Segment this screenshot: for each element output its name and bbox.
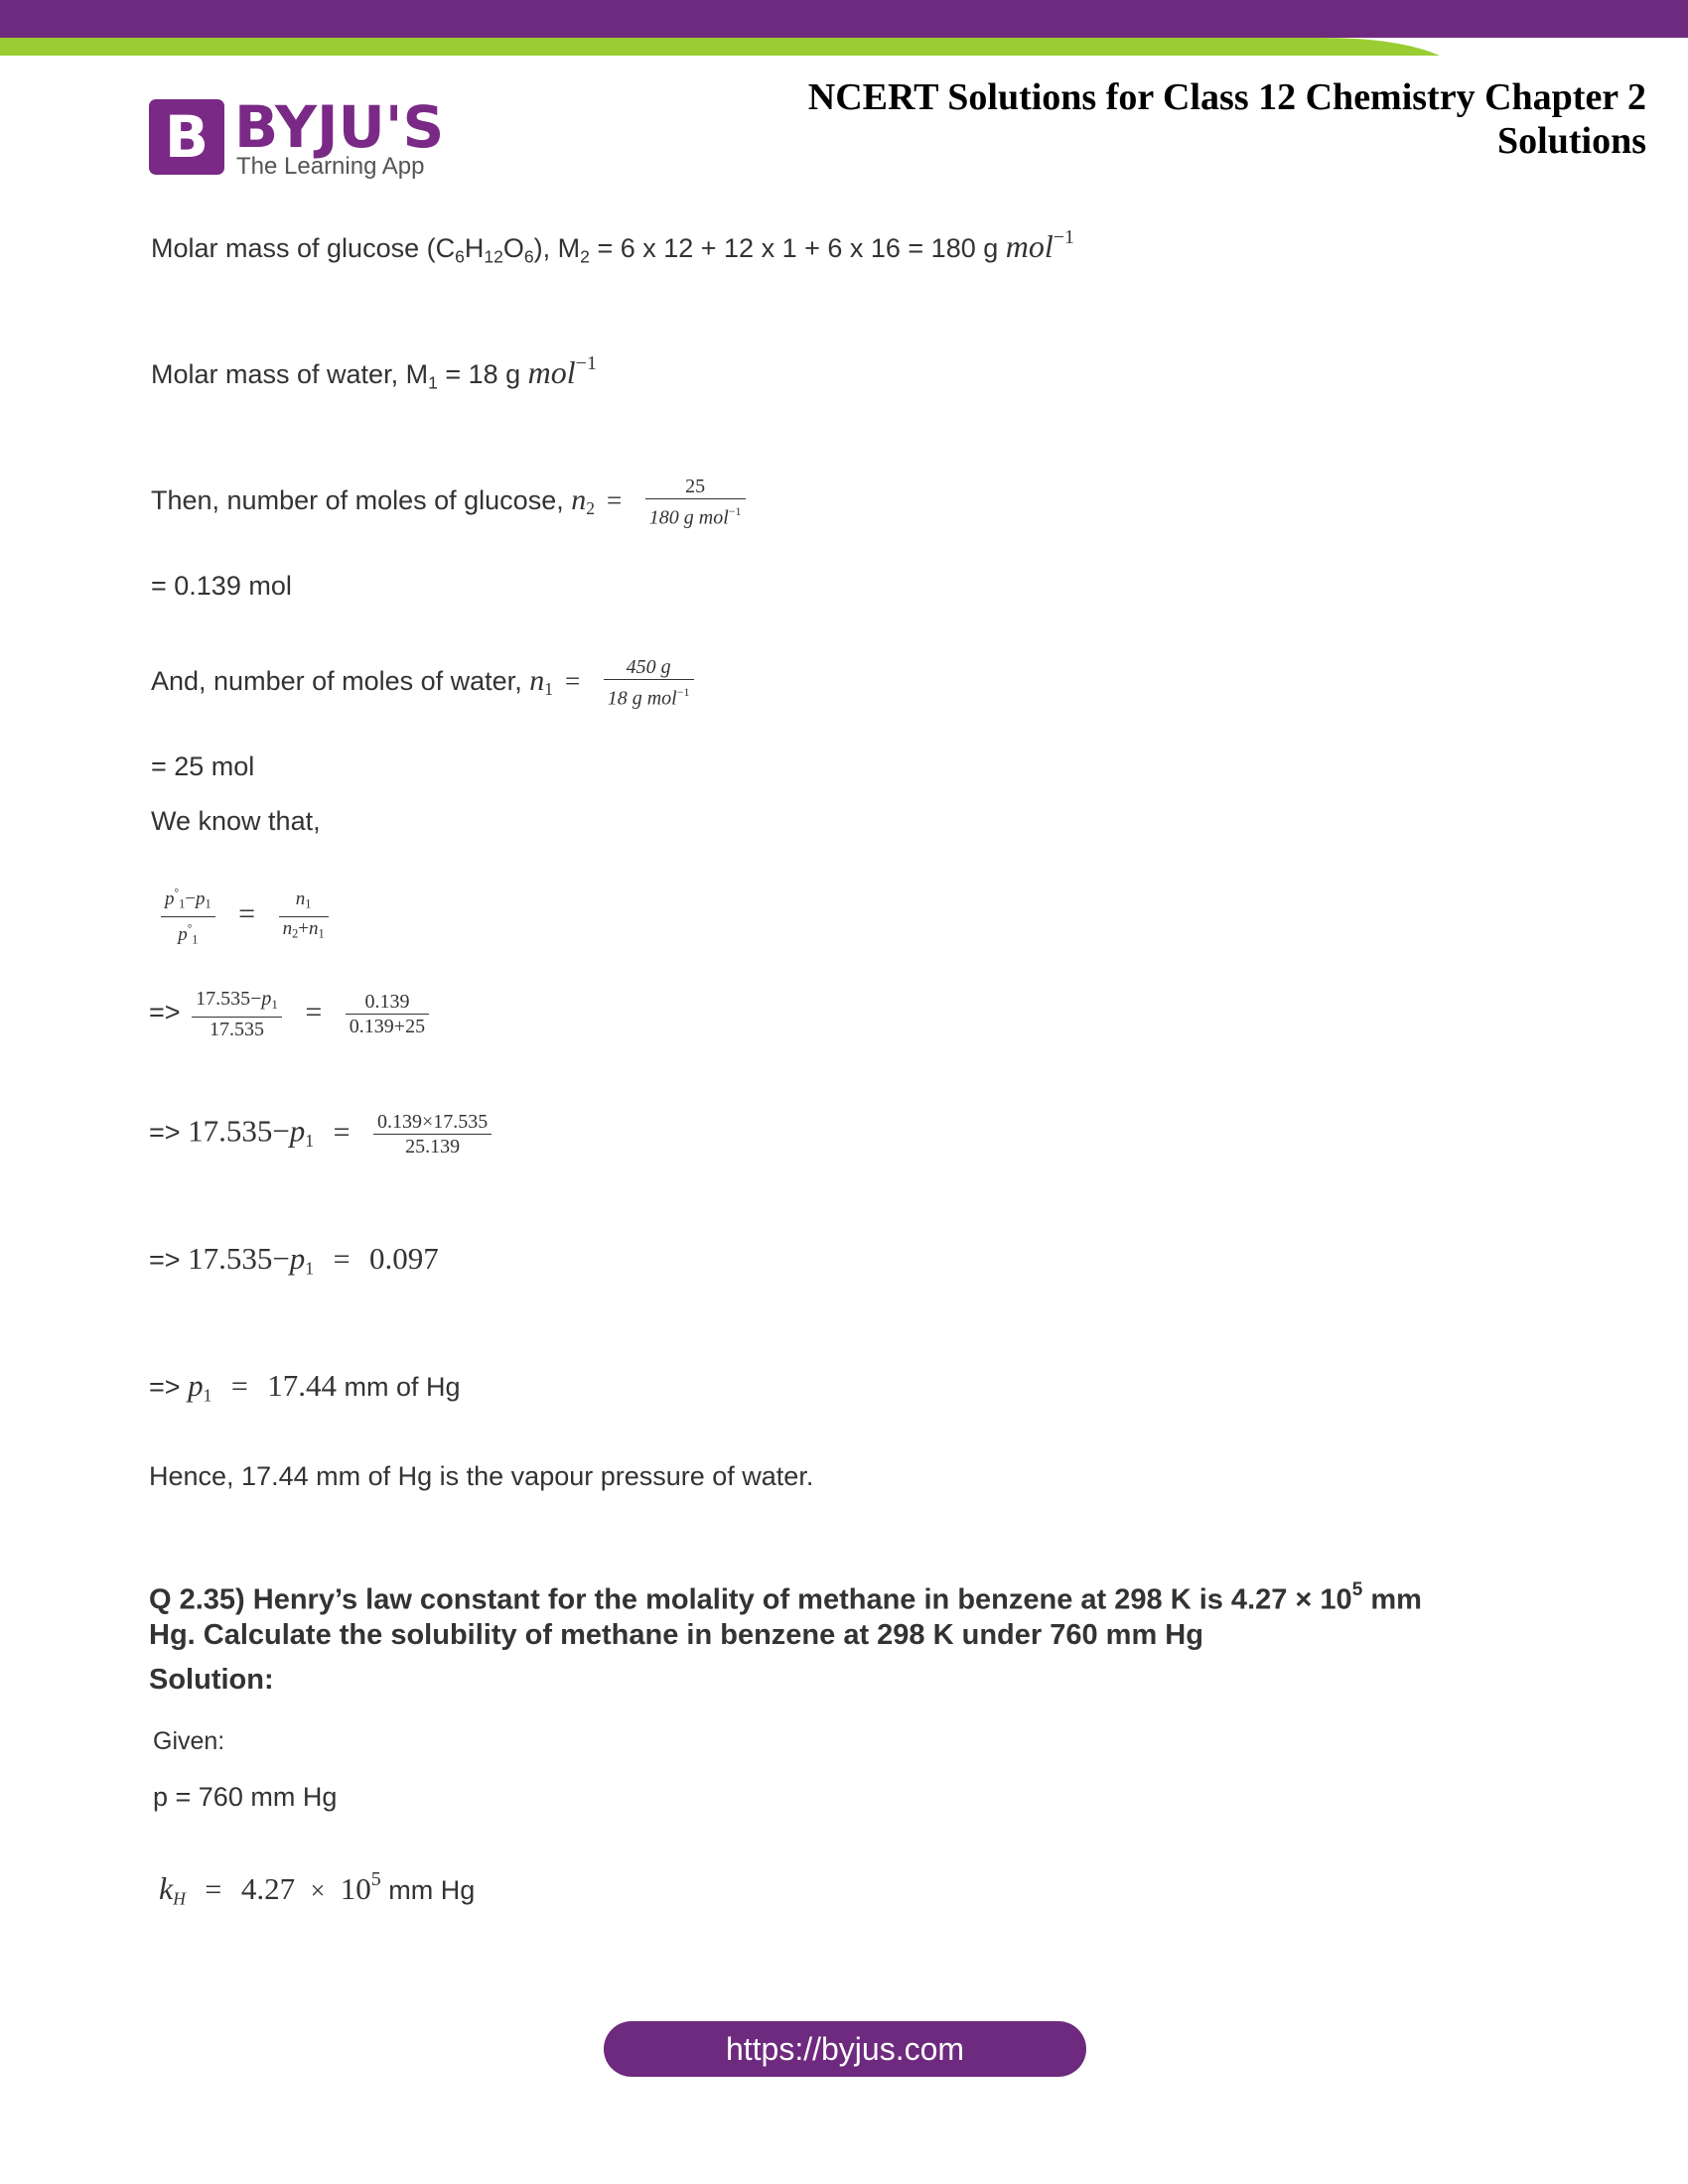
equation-step-2: => $\frac{17.535-p_1}{17.535}$ = $\frac{0.139}{0.139+25}$ xyxy=(149,987,433,1041)
raoult-law-equation: $\frac{p^\circ_1-p_1}{p^\circ_1}$ = $\frac{n_1}{n_2+n_1}$ xyxy=(157,882,333,951)
fraction: $\frac{450 g}{18 g mol^{-1}}$ xyxy=(604,655,694,710)
glucose-moles-line: Then, number of moles of glucose, $n_2$ = $\frac{25}{180 g mol^{-1}}$ xyxy=(151,475,750,529)
logo-tagline: The Learning App xyxy=(236,153,425,180)
vapour-pressure-conclusion: Hence, 17.44 mm of Hg is the vapour pressure of water. xyxy=(149,1461,814,1491)
we-know-that: We know that, xyxy=(151,806,321,836)
footer-url-link[interactable]: https://byjus.com xyxy=(604,2021,1086,2077)
fraction: $\frac{0.139}{0.139+25}$ xyxy=(346,990,429,1038)
pressure-given: p = 760 mm Hg xyxy=(153,1782,338,1812)
logo-wordmark: BYJU'S xyxy=(234,93,445,161)
header-band xyxy=(0,0,1688,60)
fraction: $\frac{0.139\times 17.535}{25.139}$ xyxy=(373,1110,492,1159)
solution-label: Solution: xyxy=(149,1664,274,1696)
equation-step-5: => $p_1 = 17.44$ mm of Hg xyxy=(149,1368,461,1406)
given-label: Given: xyxy=(153,1727,225,1755)
water-molar-mass-line: Molar mass of water, $M_1 = 18$ g mol$^{-1}$ xyxy=(151,352,597,393)
glucose-molar-mass-line: Molar mass of glucose $(C_6H_{12}O_6)$, $M_2 = 6$ x 12 + 12 x 1 + 6 x 16 = 180 g mol$^{-1}$ xyxy=(151,226,1075,267)
equation-step-4: => $17.535-p_1 = 0.097$ xyxy=(149,1241,439,1279)
question-2-35: Q 2.35) Henry’s law constant for the molality of methane in benzene at 298 K is $4.27 \times 10^5$ mm Hg. Calculate the solubility of methane in benzene at 298 K under 760 mm Hg xyxy=(149,1579,1422,1652)
fraction: $\frac{17.535-p_1}{17.535}$ xyxy=(192,987,282,1041)
logo-mark: B xyxy=(149,99,224,175)
glucose-moles-result: = 0.139 mol xyxy=(151,571,292,601)
fraction: $\frac{n_1}{n_2+n_1}$ xyxy=(279,887,329,945)
fraction: $\frac{25}{180 g mol^{-1}}$ xyxy=(645,475,746,529)
henry-constant-line: $k_H = 4.27 \times 10^5$ mm Hg xyxy=(159,1868,476,1909)
page-title: NCERT Solutions for Class 12 Chemistry Chapter 2 Solutions xyxy=(807,76,1646,162)
byjus-logo xyxy=(149,93,447,181)
equation-step-3: => $17.535-p_1$ = $\frac{0.139\times 17.535}{25.139}$ xyxy=(149,1110,495,1159)
fraction: $\frac{p^\circ_1-p_1}{p^\circ_1}$ xyxy=(161,882,215,951)
water-moles-line: And, number of moles of water, $n_1$ = $\frac{450 g}{18 g mol^{-1}}$ xyxy=(151,655,698,710)
water-moles-result: = 25 mol xyxy=(151,751,255,781)
